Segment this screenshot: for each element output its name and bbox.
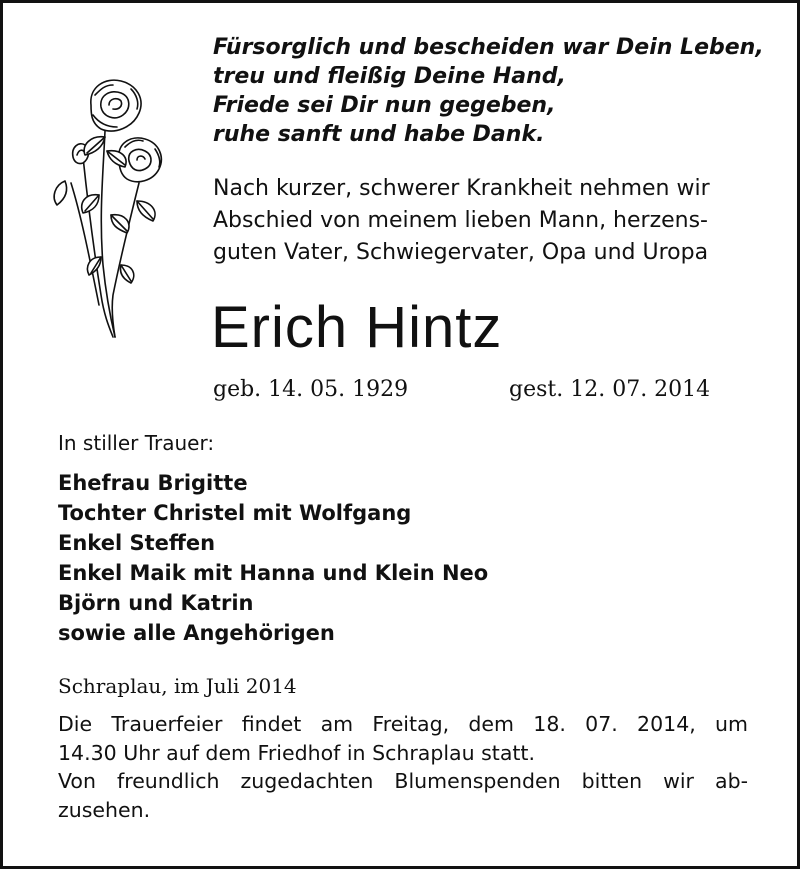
announcement-line: Abschied von meinem lieben Mann, herzens-: [213, 208, 708, 233]
verse-line: Fürsorglich und bescheiden war Dein Leben,: [213, 35, 764, 60]
announcement-text: [213, 173, 753, 269]
funeral-line: Von freundlich zugedachten Blumenspenden bitten wir ab-: [58, 769, 748, 793]
funeral-line: zusehen.: [58, 797, 151, 822]
funeral-info: [58, 710, 748, 824]
deceased-name: Erich Hintz: [211, 295, 503, 360]
mourner: Enkel Steffen: [58, 531, 216, 555]
mourner: Ehefrau Brigitte: [58, 471, 248, 495]
mourner: Tochter Christel mit Wolfgang: [58, 501, 412, 525]
birth-date: geb. 14. 05. 1929: [213, 377, 409, 402]
death-date: gest. 12. 07. 2014: [509, 377, 711, 402]
rose-bouquet-icon: [41, 65, 181, 343]
verse-line: ruhe sanft und habe Dank.: [213, 122, 545, 147]
verse-line: treu und fleißig Deine Hand,: [213, 64, 566, 89]
mourners-list: [58, 468, 488, 648]
verse-line: Friede sei Dir nun gegeben,: [213, 93, 556, 118]
announcement-line: Nach kurzer, schwerer Krankheit nehmen wir: [213, 176, 710, 201]
mourner: Björn und Katrin: [58, 591, 254, 615]
mourning-label: In stiller Trauer:: [58, 431, 215, 455]
mourner: Enkel Maik mit Hanna und Klein Neo: [58, 561, 489, 585]
place-date: Schraplau, im Juli 2014: [58, 674, 297, 698]
announcement-line: guten Vater, Schwiegervater, Opa und Uropa: [213, 240, 709, 265]
funeral-line: 14.30 Uhr auf dem Friedhof in Schraplau statt.: [58, 740, 535, 765]
funeral-line: Die Trauerfeier findet am Freitag, dem 18. 07. 2014, um: [58, 712, 748, 736]
verse: [213, 33, 793, 149]
mourner: sowie alle Angehörigen: [58, 621, 335, 645]
